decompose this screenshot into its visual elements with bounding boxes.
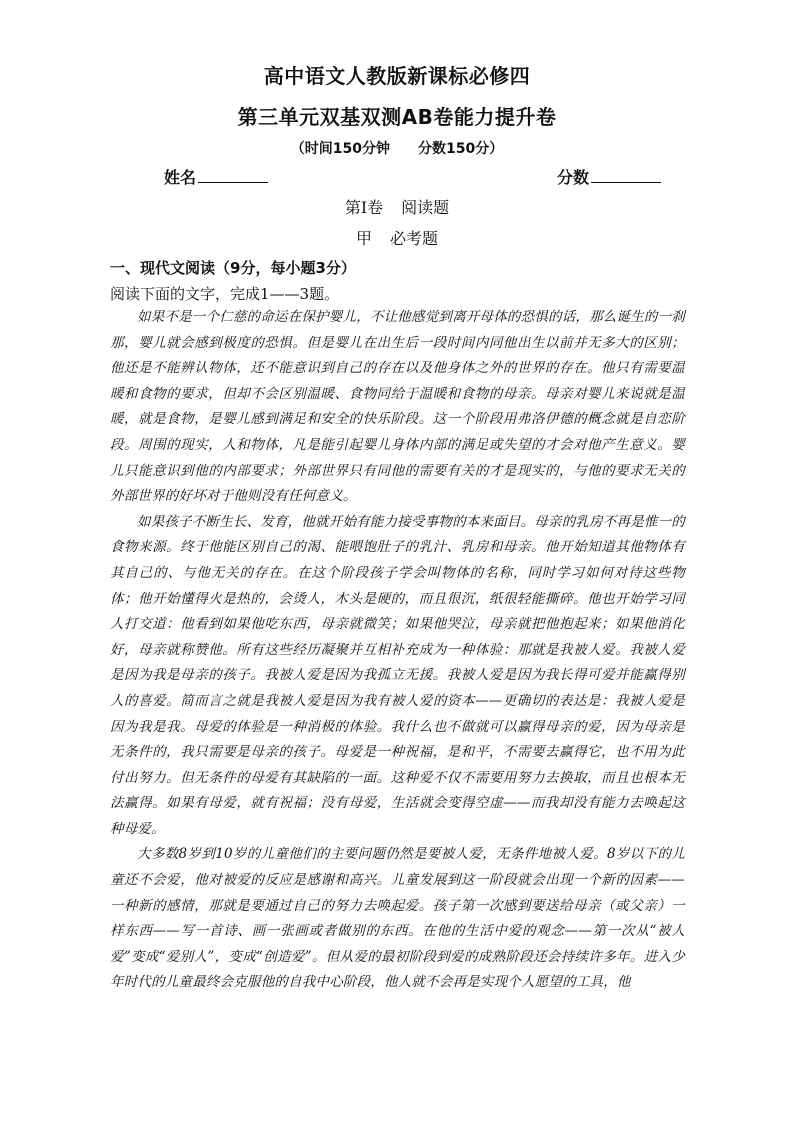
volume-label: 第Ⅰ卷 (344, 198, 384, 217)
name-field (164, 165, 268, 188)
passage-paragraph: 如果不是一个仁慈的命运在保护婴儿，不让他感觉到离开母体的恐惧的话，那么诞生的一刹那，婴儿就会感到极度的恐惧。但是婴儿在出生后一段时间内同他出生以前并无多大的区别；他还是不能辨认物体，还不能意识到自己的存在以及他身体之外的世界的存在。他只有需要温暖和食物的要求，但却不会区别温暖、食物同给于温暖和食物的母亲。母亲对婴儿来说就是温暖，就是食物，是婴儿感到满足和安全的快乐阶段。这一个阶段用弗洛伊德的概念就是自恋阶段。周围的现实，人和物体，凡是能引起婴儿身体内部的满足或失望的才会对他产生意义。婴儿只能意识到他的内部要求；外部世界只有同他的需要有关的才是现实的，与他的要求无关的外部世界的好坏对于他则没有任何意义。 (110, 309, 685, 505)
name-label: 姓名 (164, 168, 197, 187)
volume-heading (0, 195, 794, 218)
reading-instruction: 阅读下面的文字，完成1——3题。 (110, 285, 340, 303)
document-title: 高中语文人教版新课标必修四 (263, 64, 531, 88)
document-subtitle: 第三单元双基双测AB卷能力提升卷 (237, 105, 557, 129)
section-heading: 一、现代文阅读（9分，每小题3分） (110, 259, 356, 277)
subsection-label: 甲 (355, 229, 372, 248)
subsection-heading (0, 226, 794, 249)
score-label: 分数 (557, 168, 590, 187)
passage-paragraph: 如果孩子不断生长、发育，他就开始有能力接受事物的本来面目。母亲的乳房不再是惟一的食物来源。终于他能区别自己的渴、能喂饱肚子的乳汁、乳房和母亲。他开始知道其他物体有其自己的、与他无关的存在。在这个阶段孩子学会叫物体的名称，同时学习如何对待这些物体；他开始懂得火是热的，会烫人，木头是硬的，而且很沉，纸很轻能撕碎。他也开始学习同人打交道：他看到如果他吃东西，母亲就微笑；如果他哭泣，母亲就把他抱起来；如果他消化好，母亲就称赞他。所有这些经历凝聚并互相补充成为一种体验：那就是我被人爱。我被人爱是因为我是母亲的孩子。我被人爱是因为我孤立无援。我被人爱是因为我长得可爱并能赢得别人的喜爱。简而言之就是我被人爱是因为我有被人爱的资本——更确切的表达是：我被人爱是因为我是我。母爱的体验是一种消极的体验。我什么也不做就可以赢得母亲的爱，因为母亲是无条件的，我只需要是母亲的孩子。母爱是一种祝福，是和平，不需要去赢得它，也不用为此付出努力。但无条件的母爱有其缺陷的一面。这种爱不仅不需要用努力去换取，而且也根本无法赢得。如果有母爱，就有祝福；没有母爱，生活就会变得空虚——而我却没有能力去唤起这种母爱。 (110, 513, 685, 837)
subsection-name: 必考题 (390, 229, 439, 248)
volume-name: 阅读题 (401, 198, 450, 217)
reading-passage (110, 305, 685, 996)
time-and-score-info: （时间150分钟 分数150分） (290, 141, 504, 157)
score-field (557, 165, 661, 188)
score-blank-line (591, 168, 661, 183)
passage-paragraph: 大多数8岁到10岁的儿童他们的主要问题仍然是要被人爱，无条件地被人爱。8岁以下的儿童还不会爱，他对被爱的反应是感谢和高兴。儿童发展到这一阶段就会出现一个新的因素——一种新的感情，那就是要通过自己的努力去唤起爱。孩子第一次感到要送给母亲（或父亲）一样东西——写一首诗、画一张画或者做别的东西。在他的生活中爱的观念——第一次从“被人爱”变成“爱别人”，变成“创造爱”。但从爱的最初阶段到爱的成熟阶段还会持续许多年。进入少年时代的儿童最终会克服他的自我中心阶段，他人就不会再是实现个人愿望的工具，他 (110, 846, 685, 991)
name-blank-line (198, 168, 268, 183)
